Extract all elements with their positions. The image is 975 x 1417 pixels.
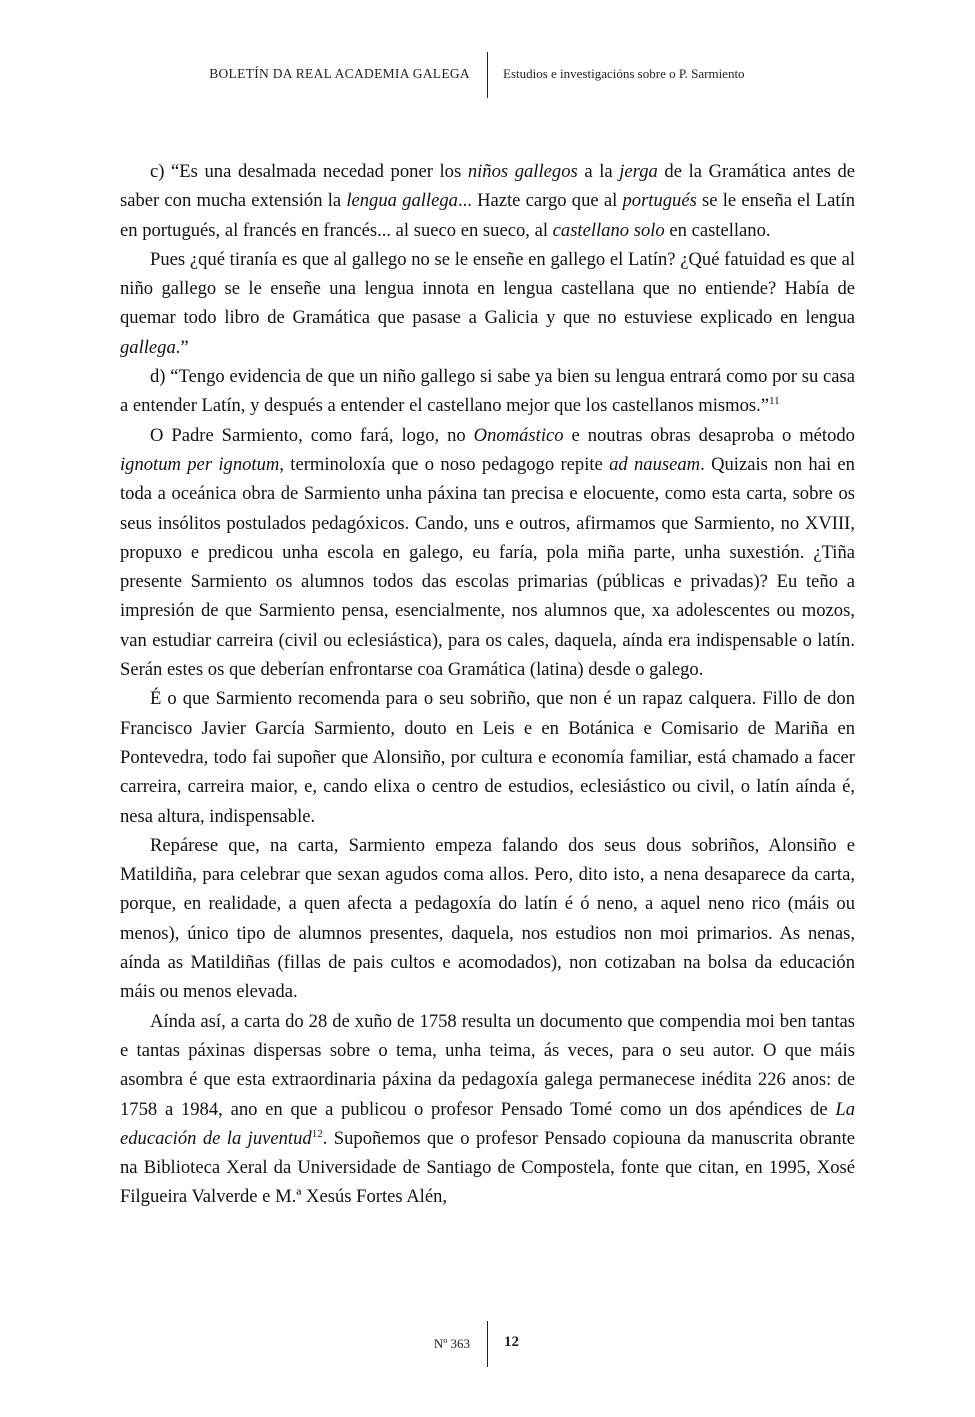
text-run: . Supoñemos que o profesor Pensado copiouna da manuscrita obrante na Biblioteca Xeral da Universidade de Santiago de Compostela, fonte que citan, en 1995, Xosé Filgueira Valverde e M.ª Xesús Fortes Alén, [120,1127,855,1208]
paragraph [120,245,855,362]
italic-text: castellano solo [552,219,665,241]
text-run: É o que Sarmiento recomenda para o seu sobriño, que non é un rapaz calquera. Fillo de don Francisco Javier García Sarmiento, douto en Leis e en Botánica e Comisario de Mariña en Pontevedra, todo fai supoñer que Alonsiño, por cultura e economía familiar, está chamado a facer carreira, carreira maior, e, cando elixa o centro de estudios, eclesiástico ou civil, o latín aínda é, nesa altura, indispensable. [120,688,855,827]
journal-title: BOLETÍN DA REAL ACADEMIA GALEGA [209,66,470,81]
paragraph [120,831,855,1007]
header-divider [487,52,488,98]
italic-text: lengua gallega [346,190,458,212]
paragraph [120,362,855,421]
text-run: de la Gramática antes de saber con mucha extensión la [120,161,855,212]
issue-number: Nº 363 [433,1336,470,1351]
running-header [0,50,975,100]
text-run: d) “Tengo evidencia de que un niño gallego si sabe ya bien su lengua entrará como por su casa a entender Latín, y después a entender el castellano mejor que los castellanos mismos.” [120,366,855,417]
italic-text: jerga [619,161,658,182]
paragraph [120,157,855,245]
running-footer [0,1318,975,1368]
text-run: se le enseña el Latín en portugués, al francés en francés... al sueco en sueco, al [120,190,856,241]
paragraph [120,684,855,830]
italic-text: La educación de la juventud [120,1098,855,1149]
footnote-ref: 12 [311,1127,323,1140]
footer-divider [487,1321,488,1367]
italic-text: ignotum per ignotum [120,453,280,475]
text-run: Pues ¿qué tiranía es que al gallego no se le enseñe en gallego el Latín? ¿Qué fatuidad es que al niño gallego se le enseñe una lengua innota en lengua castellana que no entiende? Había de quemar todo libro de Gramática que pasase a Galicia y que no estuviese explicado en lengua [120,248,855,329]
paragraph [120,1007,855,1212]
italic-text: portugués [622,190,697,212]
text-run: .” [175,336,189,358]
italic-text: niños gallegos [467,161,578,182]
text-run: ... Hazte cargo que al [457,190,623,212]
text-run: a la [577,161,620,182]
text-run: Repárese que, na carta, Sarmiento empeza falando dos seus dous sobriños, Alonsiño e Matildiña, para celebrar que sexan agudos coma allos. Pero, dito isto, a nena desaparece da carta, porque, en realidade, a quen afecta a pedagoxía do latín é ó neno, a aquel neno rico (máis ou menos), único tipo de alumnos presentes, daquela, nos estudios non moi primarios. As nenas, aínda as Matildiñas (fillas de pais cultos e acomodados), non cotizaban na bolsa da educación máis ou menos elevada. [120,834,855,1003]
page-number: 12 [504,1334,519,1350]
text-run: e noutras obras desaproba o método [563,424,855,446]
text-run: en castellano. [664,219,771,241]
text-run: c) “Es una desalmada necedad poner los [150,161,468,182]
text-run: . Quizais non hai en toda a oceánica obra de Sarmiento unha páxina tan precisa e elocuente, como esta carta, sobre os seus insólitos postulados pedagóxicos. Cando, uns e outros, afirmamos que Sarmiento, no XVIII, propuxo e predicou unha escola en galego, eu faría, pola miña parte, unha suxestión. ¿Tiña presente Sarmiento os alumnos todos das escolas primarias (públicas e privadas)? Eu teño a impresión de que Sarmiento pensa, esencialmente, nos alumnos que, xa adolescentes ou mozos, van estudiar carreira (civil ou eclesiástica), para os cales, daquela, aínda era indispensable o latín. Serán estes os que deberían enfrontarse coa Gramática (latina) desde o galego. [120,453,855,681]
section-title: Estudios e investigacións sobre o P. Sarmiento [503,66,745,81]
italic-text: Onomástico [473,424,564,446]
italic-text: gallega [120,336,176,358]
paragraph [120,421,855,685]
article-body [120,157,855,1212]
text-run: , terminoloxía que o noso pedagogo repite [279,453,610,475]
text-run: Aínda así, a carta do 28 de xuño de 1758 resulta un documento que compendia moi ben tantas e tantas páxinas dispersas sobre o tema, unha teima, ás veces, para o seu autor. O que máis asombra é que esta extraordinaria páxina da pedagoxía galega permanecese inédita 226 anos: de 1758 a 1984, ano en que a publicou o profesor Pensado Tomé como un dos apéndices de [120,1010,855,1120]
text-run: O Padre Sarmiento, como fará, logo, no [150,424,474,446]
italic-text: ad nauseam [609,453,701,475]
footnote-ref: 11 [769,395,780,408]
